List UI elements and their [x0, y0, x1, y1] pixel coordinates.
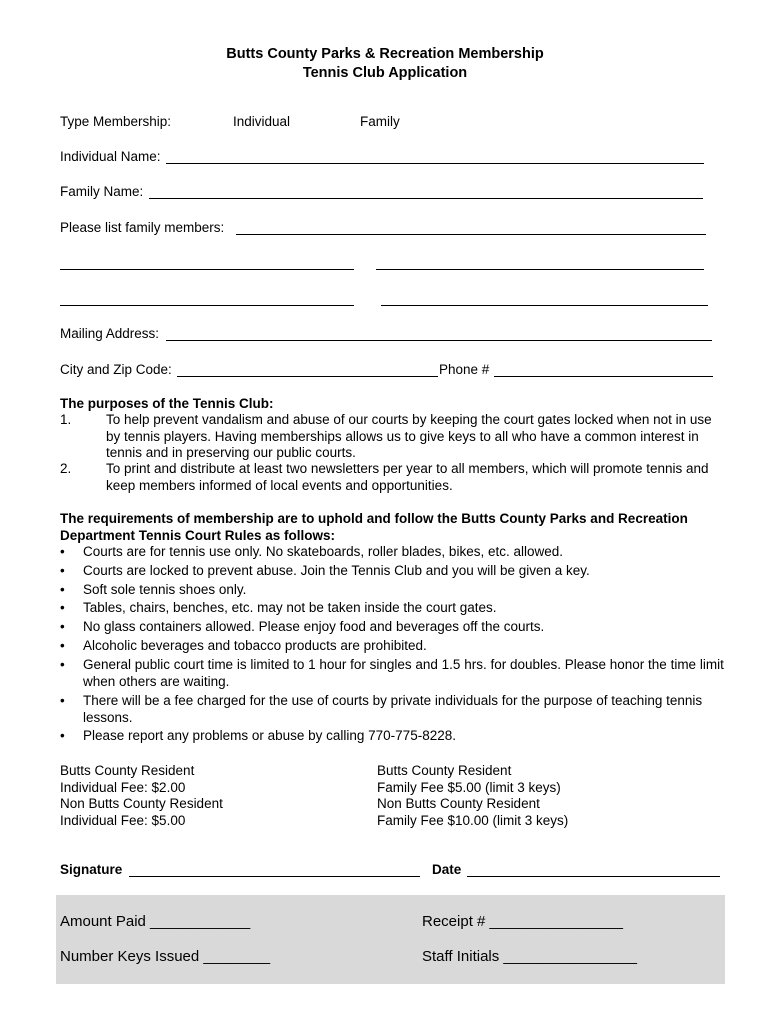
phone-label: Phone # — [439, 362, 490, 377]
rule-text: Alcoholic beverages and tobacco products are prohibited. — [83, 637, 427, 653]
city-zip-field[interactable] — [177, 376, 438, 377]
individual-fees — [60, 763, 223, 829]
membership-option-individual[interactable]: Individual — [233, 114, 291, 129]
rule-item — [60, 599, 725, 616]
phone-field[interactable] — [494, 376, 713, 377]
rule-text: Tables, chairs, benches, etc. may not be taken inside the court gates. — [83, 600, 497, 616]
rule-text: Soft sole tennis shoes only. — [83, 581, 247, 597]
rule-text: Courts are for tennis use only. No skateboards, roller blades, bikes, etc. allowed. — [83, 544, 563, 559]
signature-field[interactable] — [129, 876, 420, 877]
rule-item — [60, 543, 725, 560]
family-member-field-5[interactable] — [381, 305, 708, 306]
rule-item — [60, 692, 725, 726]
bullet-icon: • — [60, 656, 65, 672]
court-rules-list — [60, 543, 725, 746]
purpose-text: To help prevent vandalism and abuse of our courts by keeping the court gates locked when not in use by tennis players. Having memberships allows us to give keys to all who have a common interest in tennis and in preserving our public courts. — [106, 412, 712, 460]
bullet-icon: • — [60, 581, 65, 597]
amount-paid-field[interactable]: Amount Paid ____________ — [60, 913, 251, 930]
family-member-field-2[interactable] — [60, 269, 354, 270]
family-member-field-4[interactable] — [60, 305, 354, 306]
family-fees — [377, 763, 568, 829]
fee-line: Individual Fee: $2.00 — [60, 779, 186, 795]
family-name-field[interactable] — [149, 198, 703, 199]
fee-line: Non Butts County Resident — [60, 796, 223, 811]
mailing-address-label: Mailing Address: — [60, 326, 160, 341]
purpose-text: To print and distribute at least two newsletters per year to all members, which will promote tennis and keep members informed of local events and opportunities. — [106, 461, 709, 493]
membership-type-label: Type Membership: — [60, 114, 172, 129]
date-field[interactable] — [467, 876, 720, 877]
bullet-icon: • — [60, 544, 65, 559]
family-name-label: Family Name: — [60, 184, 144, 199]
family-member-field-1[interactable] — [236, 234, 706, 235]
rule-text: General public court time is limited to 1 hour for singles and 1.5 hrs. for doubles. Please honor the time limit when others are waiting. — [83, 656, 724, 689]
fee-line: Non Butts County Resident — [377, 796, 540, 811]
purposes-heading: The purposes of the Tennis Club: — [60, 396, 274, 411]
rule-item — [60, 727, 725, 744]
office-use-box — [56, 895, 725, 984]
bullet-icon: • — [60, 562, 65, 578]
bullet-icon: • — [60, 692, 65, 708]
requirements-heading: The requirements of membership are to uphold and follow the Butts County Parks and Recreation Department Tennis Court Rules as follows: — [60, 511, 688, 543]
family-member-field-3[interactable] — [376, 269, 704, 270]
rule-item — [60, 637, 725, 654]
fee-line: Butts County Resident — [377, 763, 512, 778]
family-members-label: Please list family members: — [60, 220, 225, 235]
rule-text: No glass containers allowed. Please enjoy food and beverages off the courts. — [83, 619, 545, 635]
fee-line: Individual Fee: $5.00 — [60, 812, 186, 828]
individual-name-label: Individual Name: — [60, 149, 161, 164]
bullet-icon: • — [60, 619, 65, 635]
form-title: Butts County Parks & Recreation Membership — [226, 46, 544, 62]
fee-line: Family Fee $10.00 (limit 3 keys) — [377, 812, 569, 828]
individual-name-field[interactable] — [166, 163, 704, 164]
bullet-icon: • — [60, 728, 65, 744]
rule-item — [60, 581, 725, 598]
city-zip-label: City and Zip Code: — [60, 362, 172, 377]
fee-line: Family Fee $5.00 (limit 3 keys) — [377, 779, 561, 795]
keys-issued-field[interactable]: Number Keys Issued ________ — [60, 948, 271, 965]
rule-text: Please report any problems or abuse by calling 770-775-8228. — [83, 728, 456, 744]
rule-item — [60, 656, 725, 690]
bullet-icon: • — [60, 637, 65, 653]
form-subtitle: Tennis Club Application — [302, 65, 468, 81]
signature-label: Signature — [60, 862, 123, 877]
bullet-icon: • — [60, 600, 65, 616]
rule-text: Courts are locked to prevent abuse. Join the Tennis Club and you will be given a key. — [83, 562, 590, 578]
membership-option-family[interactable]: Family — [360, 114, 400, 129]
purpose-number: 2. — [60, 461, 72, 476]
staff-initials-field[interactable]: Staff Initials ________________ — [422, 948, 637, 965]
rule-item — [60, 562, 725, 579]
rule-text: There will be a fee charged for the use of courts by private individuals for the purpose of teaching tennis lessons. — [83, 692, 703, 725]
mailing-address-field[interactable] — [166, 340, 712, 341]
fee-line: Butts County Resident — [60, 763, 195, 778]
receipt-number-field[interactable]: Receipt # ________________ — [422, 913, 624, 930]
rule-item — [60, 618, 725, 635]
date-label: Date — [432, 862, 462, 877]
purpose-number: 1. — [60, 412, 72, 427]
